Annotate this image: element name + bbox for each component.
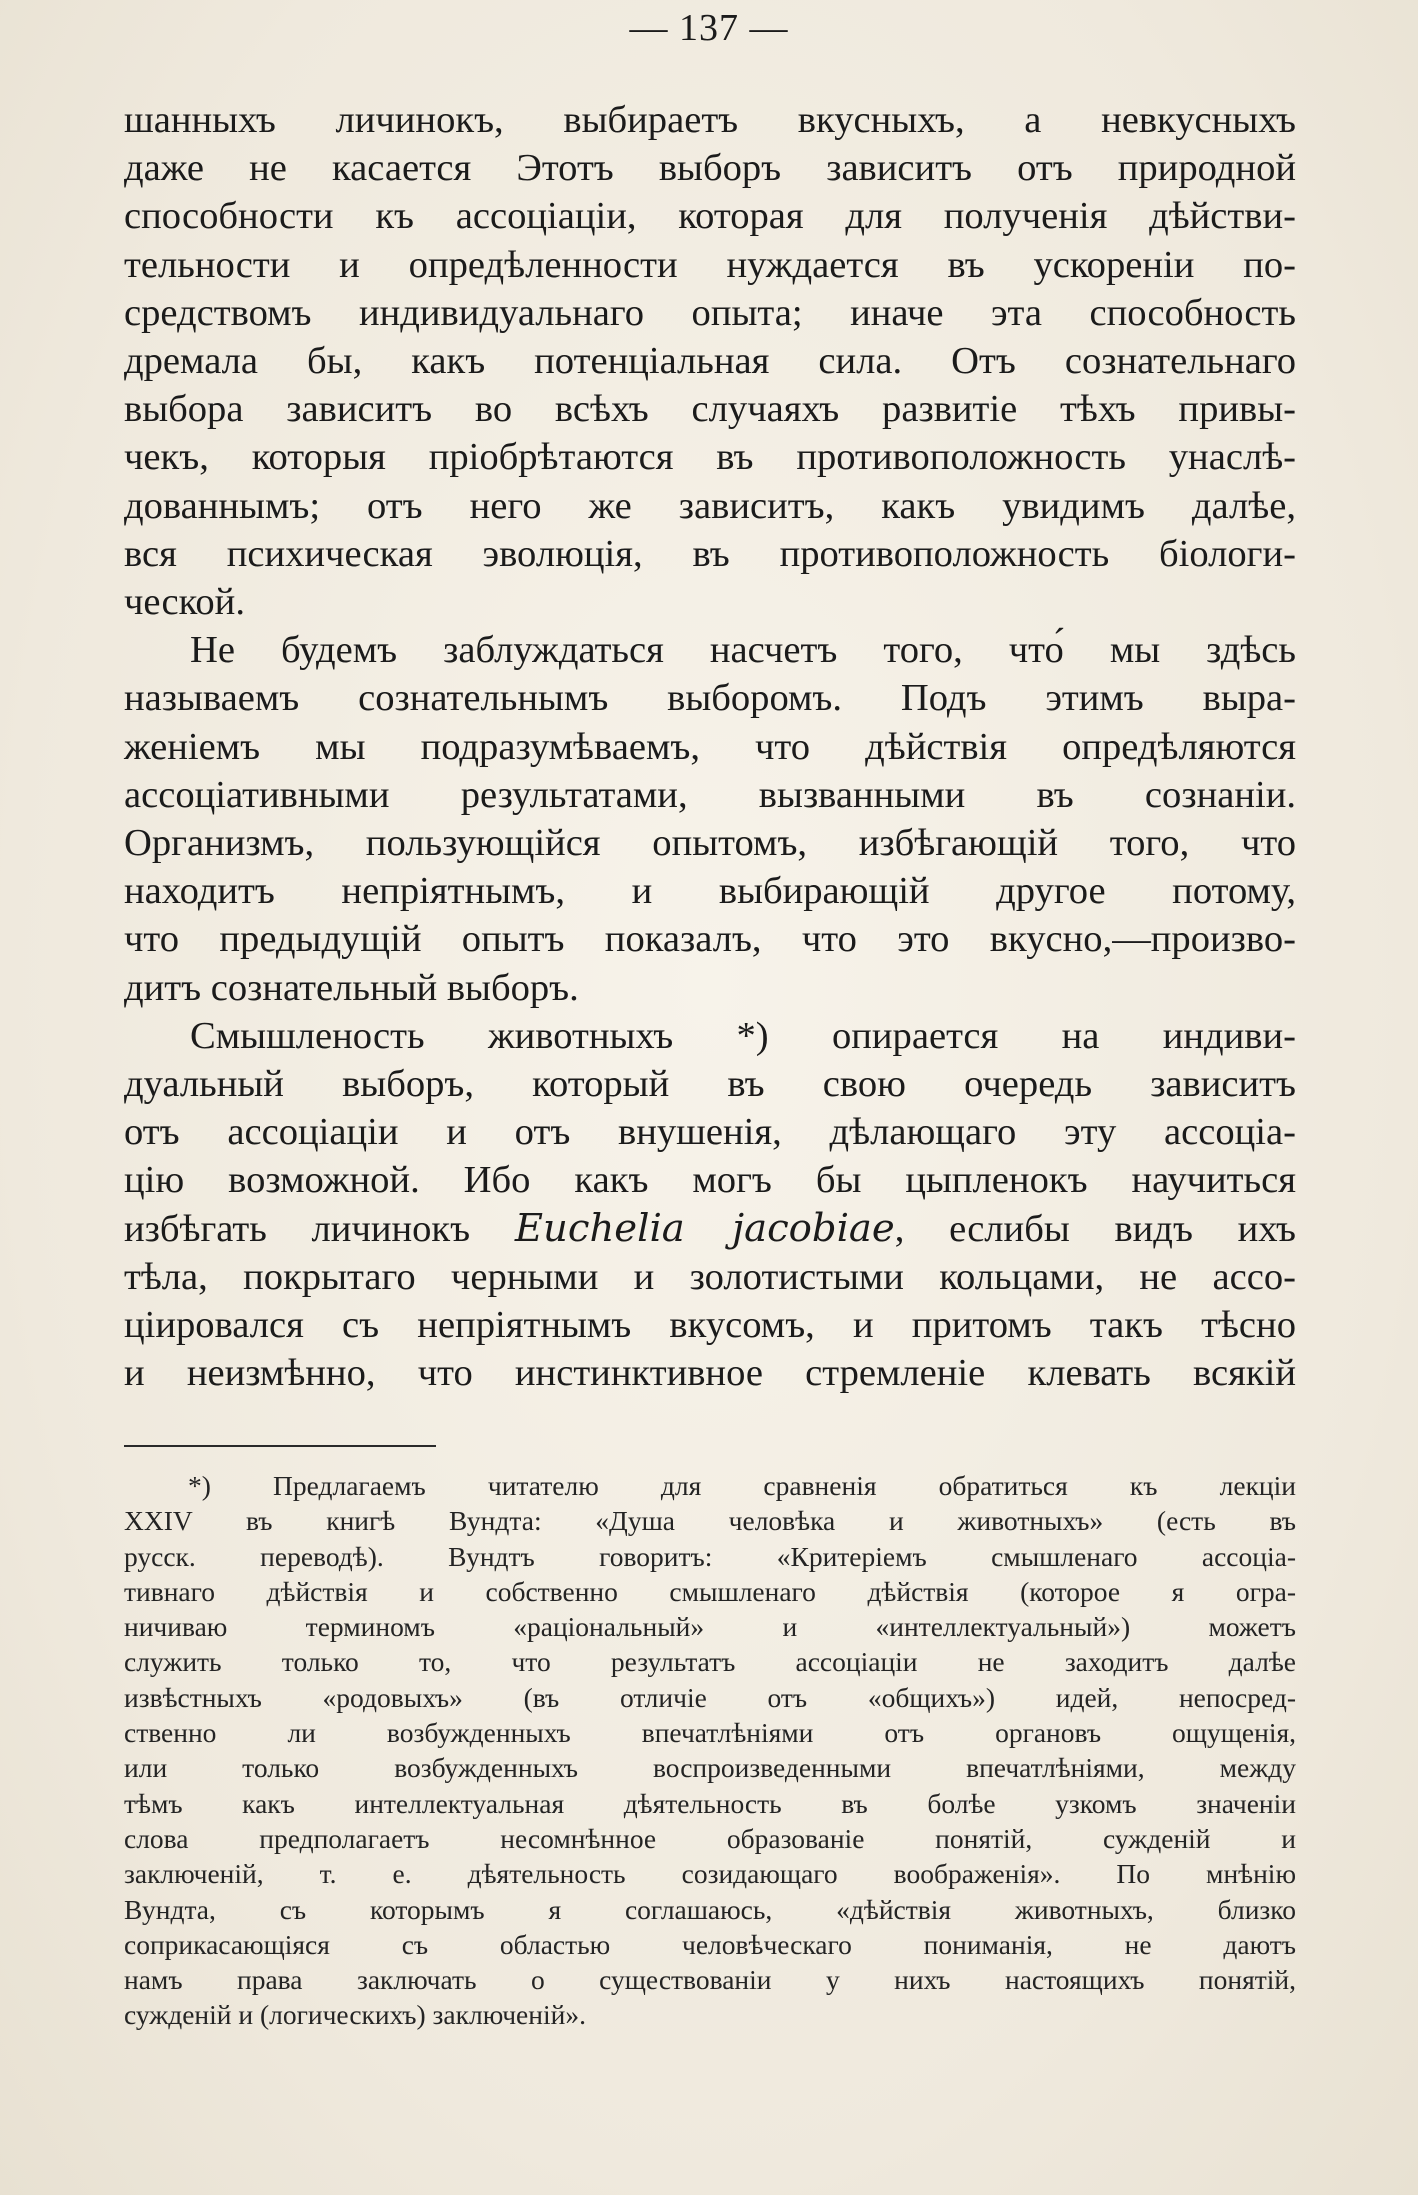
text-line: вся психическая эволюція, въ противоположность біологи-: [124, 532, 1296, 575]
text-line: и неизмѣнно, что инстинктивное стремленіе клевать всякій: [124, 1352, 1296, 1395]
footnote-line: сужденій и (логическихъ) заключеній».: [124, 1999, 586, 2031]
text-line: ціировался съ непріятнымъ вкусомъ, и притомъ такъ тѣсно: [124, 1304, 1296, 1347]
footnote-line: соприкасающіяся съ областью человѣческаго пониманія, не даютъ: [124, 1928, 1296, 1960]
paragraph: [124, 1012, 1296, 1398]
footnote-line: русск. переводѣ). Вундтъ говоритъ: «Критеріемъ смышленаго ассоціа-: [124, 1540, 1296, 1572]
text-line: выбора зависитъ во всѣхъ случаяхъ развитіе тѣхъ привы-: [124, 388, 1296, 431]
text-line: Смышленость животныхъ *) опирается на индиви-: [190, 1014, 1296, 1057]
footnote-line: ничиваю терминомъ «раціональный» и «интеллектуальный») можетъ: [124, 1611, 1296, 1643]
footnote-line: служить только то, что результатъ ассоціаціи не заходитъ далѣе: [124, 1646, 1296, 1678]
paragraph: [124, 96, 1296, 626]
italic-species-name: Euchelia jacobiae: [514, 1205, 895, 1251]
footnote-line: Вундта, съ которымъ я соглашаюсь, «дѣйствія животныхъ, близко: [124, 1893, 1296, 1925]
footnote-line: XXIV въ книгѣ Вундта: «Душа человѣка и животныхъ» (есть въ: [124, 1505, 1296, 1537]
text-line: что предыдущій опытъ показалъ, что это вкусно,—произво-: [124, 918, 1296, 961]
footnote-line: или только возбужденныхъ воспроизведенными впечатлѣніями, между: [124, 1752, 1296, 1784]
text-line: средствомъ индивидуальнаго опыта; иначе эта способность: [124, 291, 1296, 334]
text-line: Не будемъ заблуждаться насчетъ того, что́ мы здѣсь: [190, 629, 1296, 672]
text-line: ческой.: [124, 581, 245, 624]
text-line: тельности и опредѣленности нуждается въ ускореніи по-: [124, 243, 1296, 286]
text-line: находитъ непріятнымъ, и выбирающій другое потому,: [124, 870, 1296, 913]
footnote-line: тивнаго дѣйствія и собственно смышленаго дѣйствія (которое я огра-: [124, 1575, 1296, 1607]
page-number: — 137 —: [629, 7, 789, 49]
text-line: дуальный выборъ, который въ свою очередь зависитъ: [124, 1063, 1296, 1106]
text-line: дованнымъ; отъ него же зависитъ, какъ увидимъ далѣе,: [124, 484, 1296, 527]
text-line: ассоціативными результатами, вызванными въ сознаніи.: [124, 773, 1296, 816]
text-line: цію возможной. Ибо какъ могъ бы цыпленокъ научиться: [124, 1159, 1296, 1202]
main-text: [124, 96, 1296, 1397]
text-line: избѣгать личинокъ Euchelia jacobiae, еслибы видъ ихъ: [124, 1205, 1296, 1251]
footnote-line: слова предполагаетъ несомнѣнное образованіе понятій, сужденій и: [124, 1822, 1296, 1854]
text-line: шанныхъ личинокъ, выбираетъ вкусныхъ, а невкусныхъ: [124, 99, 1296, 141]
text-line: даже не касается Этотъ выборъ зависитъ отъ природной: [124, 147, 1296, 190]
footnote-line: заключеній, т. е. дѣятельность созидающаго воображенія». По мнѣнію: [124, 1858, 1296, 1890]
text-line: отъ ассоціаціи и отъ внушенія, дѣлающаго эту ассоціа-: [124, 1111, 1296, 1154]
footnote-line: тѣмъ какъ интеллектуальная дѣятельность въ болѣе узкомъ значеніи: [124, 1787, 1296, 1819]
paragraph: [124, 626, 1296, 1012]
footnote: [124, 1468, 1296, 2033]
footnote-separator: [124, 1445, 436, 1447]
text-line: дитъ сознательный выборъ.: [124, 966, 579, 1009]
text-line: дремала бы, какъ потенціальная сила. Отъ сознательнаго: [124, 340, 1296, 383]
text-line: тѣла, покрытаго черными и золотистыми кольцами, не ассо-: [124, 1255, 1296, 1298]
text-line: называемъ сознательнымъ выборомъ. Подъ этимъ выра-: [124, 677, 1296, 720]
text-line: чекъ, которыя пріобрѣтаются въ противоположность унаслѣ-: [124, 436, 1296, 479]
text-line: Организмъ, пользующійся опытомъ, избѣгающій того, что: [124, 822, 1296, 865]
footnote-line: намъ права заключать о существованіи у нихъ настоящихъ понятій,: [124, 1964, 1296, 1996]
footnote-line: извѣстныхъ «родовыхъ» (въ отличіе отъ «общихъ») идей, непосред-: [124, 1681, 1296, 1713]
text-line: способности къ ассоціаціи, которая для полученія дѣйстви-: [124, 195, 1296, 238]
footnote-line: *) Предлагаемъ читателю для сравненія обратиться къ лекціи: [188, 1470, 1296, 1501]
footnote-line: ственно ли возбужденныхъ впечатлѣніями отъ органовъ ощущенія,: [124, 1717, 1296, 1749]
text-line: женіемъ мы подразумѣваемъ, что дѣйствія опредѣляются: [124, 725, 1296, 768]
